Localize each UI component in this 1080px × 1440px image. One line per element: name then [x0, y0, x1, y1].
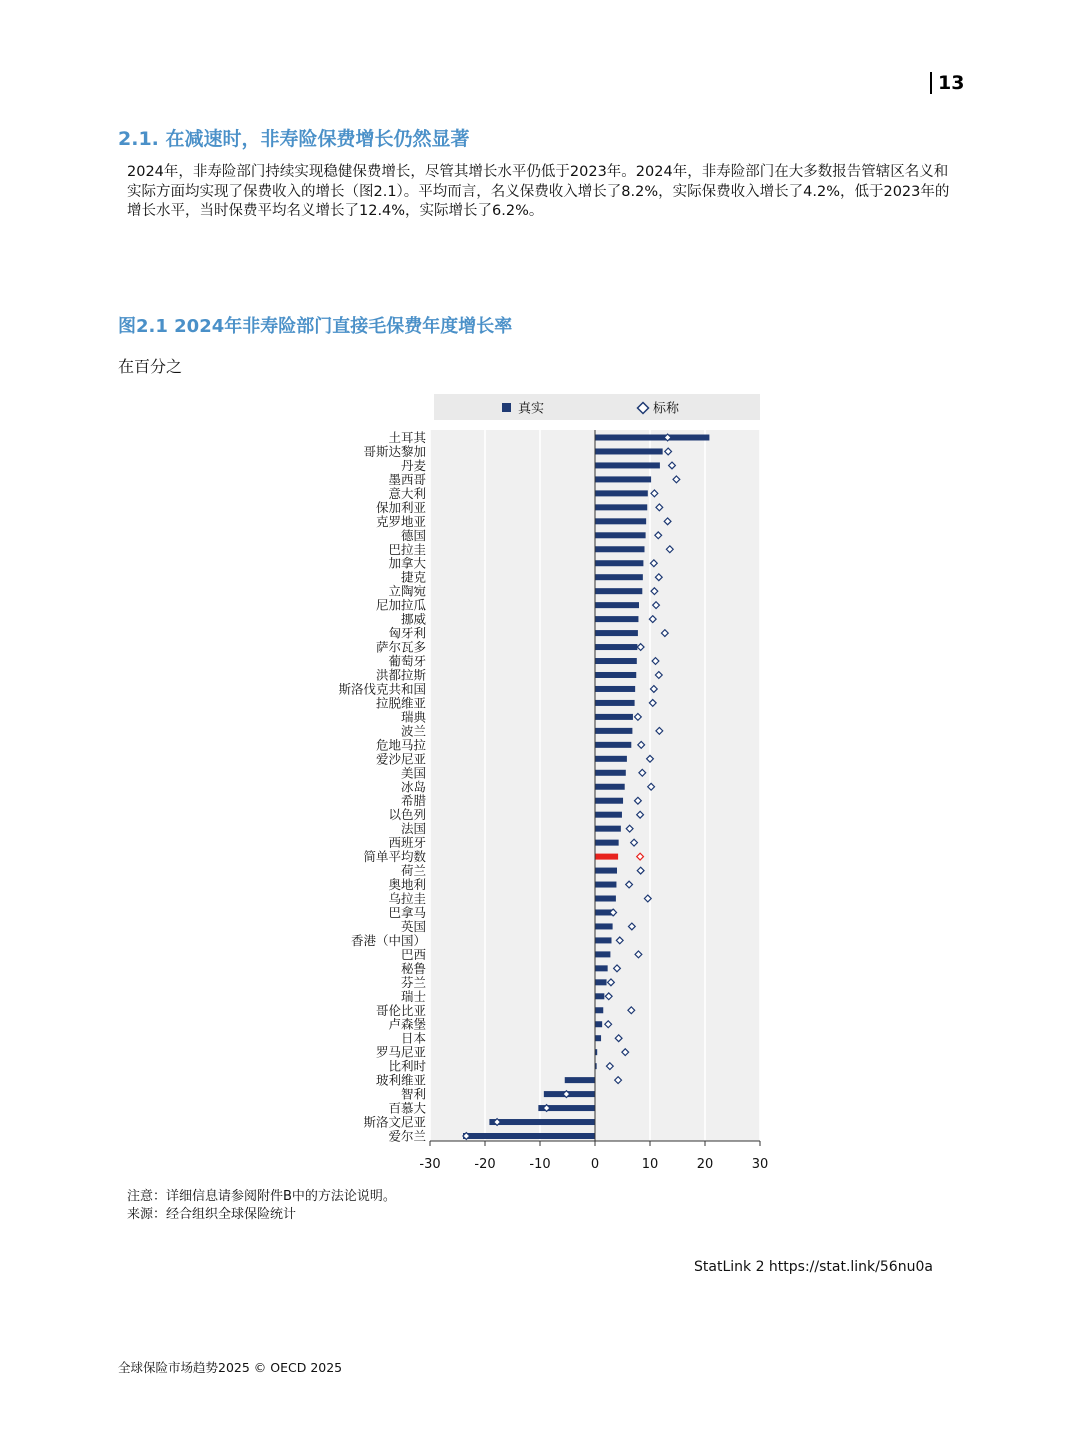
bar-real [595, 882, 616, 888]
legend-nominal-label: 标称 [653, 401, 680, 417]
category-label: 简单平均数 [363, 849, 426, 865]
figure-note: 注意：详细信息请参阅附件B中的方法论说明。 [127, 1189, 396, 1204]
bar-real [595, 854, 618, 860]
legend-real-swatch [502, 403, 511, 412]
bar-real [595, 951, 610, 957]
category-label: 日本 [400, 1030, 426, 1046]
bar-real [595, 560, 643, 566]
bar-real [595, 602, 639, 608]
x-tick-label: 0 [590, 1157, 600, 1172]
category-label: 拉脱维亚 [375, 695, 426, 711]
category-label: 百慕大 [388, 1100, 426, 1116]
category-label: 保加利亚 [375, 499, 426, 515]
bar-real [595, 714, 633, 720]
category-label: 克罗地亚 [375, 513, 426, 529]
bar-real [595, 1035, 601, 1041]
bar-real [595, 588, 642, 594]
bar-real [595, 1021, 602, 1027]
bar-real [595, 812, 622, 818]
bar-real [595, 868, 617, 874]
bar-real [595, 770, 626, 776]
category-label: 爱尔兰 [388, 1128, 426, 1144]
figure-title: 图2.1 2024年非寿险部门直接毛保费年度增长率 [118, 316, 513, 337]
category-label: 奥地利 [388, 877, 426, 893]
category-label: 秘鲁 [400, 960, 426, 976]
category-label: 匈牙利 [388, 625, 426, 641]
category-label: 希腊 [400, 793, 426, 809]
legend-real-label: 真实 [518, 401, 545, 417]
category-label: 波兰 [400, 723, 426, 739]
bar-real [463, 1133, 595, 1139]
section-title: 2.1. 在减速时，非寿险保费增长仍然显著 [118, 128, 470, 150]
category-label: 冰岛 [400, 779, 426, 795]
bar-real [595, 476, 651, 482]
bar-real [595, 616, 638, 622]
page-footer: 全球保险市场趋势2025 © OECD 2025 [118, 1360, 343, 1375]
bar-real [595, 923, 613, 929]
category-label: 德国 [400, 527, 426, 543]
category-label: 意大利 [388, 485, 426, 501]
category-label: 萨尔瓦多 [375, 639, 426, 655]
bar-real [595, 574, 643, 580]
bar-real [595, 448, 663, 454]
statlink[interactable]: StatLink 2 https://stat.link/56nu0a [694, 1259, 933, 1275]
bar-real [595, 672, 636, 678]
category-label: 捷克 [400, 569, 426, 585]
category-label: 智利 [400, 1086, 426, 1102]
category-label: 爱沙尼亚 [375, 751, 426, 767]
category-label: 立陶宛 [388, 583, 426, 599]
x-tick-label: -10 [529, 1157, 551, 1172]
category-label: 哥伦比亚 [375, 1002, 426, 1018]
bar-real [595, 993, 604, 999]
bar-real [595, 518, 646, 524]
bar-real [595, 826, 621, 832]
bar-real [595, 728, 632, 734]
bar-real [595, 686, 635, 692]
bar-real [595, 658, 637, 664]
bar-real [595, 504, 647, 510]
category-label: 瑞典 [400, 709, 426, 725]
category-label: 加拿大 [388, 555, 426, 571]
category-label: 英国 [400, 918, 426, 934]
x-tick-label: 10 [641, 1157, 659, 1172]
bar-real [595, 490, 648, 496]
bar-real [595, 840, 619, 846]
category-label: 巴拿马 [388, 904, 426, 920]
figure-source: 来源：经合组织全球保险统计 [127, 1207, 297, 1222]
category-label: 丹麦 [400, 457, 426, 473]
bar-real [565, 1077, 595, 1083]
bar-real [595, 630, 638, 636]
bar-real [595, 532, 646, 538]
category-label: 葡萄牙 [388, 653, 426, 669]
x-tick-label: 30 [751, 1157, 769, 1172]
bar-real [595, 742, 631, 748]
category-label: 以色列 [388, 807, 426, 823]
category-label: 法国 [400, 821, 426, 837]
bar-real [595, 462, 660, 468]
category-label: 比利时 [388, 1058, 426, 1074]
bar-real [595, 784, 625, 790]
bar-real [595, 896, 616, 902]
category-label: 芬兰 [400, 974, 426, 990]
page-number: 13 [930, 72, 964, 94]
category-label: 哥斯达黎加 [363, 443, 426, 459]
category-label: 洪都拉斯 [375, 667, 426, 683]
x-tick-label: 20 [696, 1157, 714, 1172]
category-label: 土耳其 [388, 430, 426, 445]
bar-real [595, 700, 635, 706]
category-label: 西班牙 [388, 835, 426, 851]
category-label: 乌拉圭 [388, 891, 426, 907]
bar-real [595, 644, 637, 650]
category-label: 香港（中国） [350, 932, 426, 948]
category-label: 瑞士 [400, 988, 426, 1004]
bar-real [595, 965, 608, 971]
category-label: 巴拉圭 [388, 541, 426, 557]
category-label: 墨西哥 [388, 471, 426, 487]
category-label: 挪威 [400, 611, 426, 627]
category-label: 荷兰 [400, 863, 426, 879]
bar-real [489, 1119, 595, 1125]
x-tick-label: -20 [474, 1157, 496, 1172]
category-label: 巴西 [400, 946, 426, 962]
legend-background [434, 394, 760, 420]
category-label: 卢森堡 [388, 1016, 426, 1032]
bar-real [595, 756, 627, 762]
bar-real [595, 979, 607, 985]
category-labels [338, 430, 427, 1144]
category-label: 尼加拉瓜 [375, 597, 426, 613]
bar-real [595, 546, 645, 552]
bar-real [595, 435, 709, 441]
bar-real [595, 937, 612, 943]
bar-real [595, 798, 623, 804]
category-label: 玻利维亚 [375, 1072, 426, 1088]
x-tick-label: -30 [419, 1157, 441, 1172]
category-label: 危地马拉 [375, 737, 426, 753]
figure-subtitle: 在百分之 [118, 357, 183, 376]
bar-real [595, 1007, 603, 1013]
body-paragraph: 2024年，非寿险部门持续实现稳健保费增长，尽管其增长水平仍低于2023年。2024年，非寿险部门在大多数报告管辖区名义和实际方面均实现了保费收入的增长（图2.1）。平均而言，名义保费收入增长了8.2%，实际保费收入增长了4.2%，低于2023年的增长水平，当时保费平均名义增长了12.4%，实际增长了6.2%。 [127, 164, 950, 219]
category-label: 美国 [400, 765, 426, 781]
category-label: 罗马尼亚 [375, 1044, 426, 1060]
category-label: 斯洛伐克共和国 [338, 681, 426, 697]
category-label: 斯洛文尼亚 [363, 1114, 426, 1130]
